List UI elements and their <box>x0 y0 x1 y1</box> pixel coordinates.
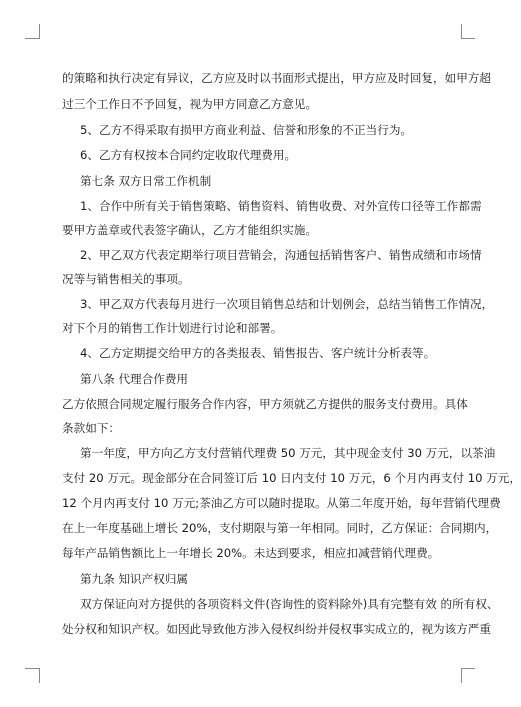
text-line: 支付 20 万元。现金部分在合同签订后 10 日内支付 10 万元，6 个月内再支付 10 万元， <box>62 471 521 485</box>
section-heading: 第八条 代理合作费用 <box>80 372 189 386</box>
crop-mark-top-right <box>461 38 475 39</box>
text-line: 对下个月的销售工作计划进行讨论和部署。 <box>62 321 283 335</box>
text-line: 5、乙方不得采取有损甲方商业利益、信誉和形象的不正当行为。 <box>80 123 413 137</box>
text-line: 1、合作中所有关于销售策略、销售资料、销售收费、对外宣传口径等工作都需 <box>80 199 482 213</box>
text-line: 过三个工作日不予回复，视为甲方同意乙方意见。 <box>62 97 318 111</box>
crop-mark-bottom-right-v <box>461 668 462 683</box>
text-line: 在上一年度基础上增长 20%，支付期限与第一年相同。同时，乙方保证：合同期内， <box>62 521 498 535</box>
crop-mark-bottom-left-v <box>39 668 40 683</box>
crop-mark-top-left-v <box>39 24 40 39</box>
text-line: 6、乙方有权按本合同约定收取代理费用。 <box>80 148 297 162</box>
section-heading: 第九条 知识产权归属 <box>80 572 189 586</box>
text-line: 12 个月内再支付 10 万元;茶油乙方可以随时提取。从第二年度开始，每年营销代理费 <box>62 496 501 510</box>
text-line: 的策略和执行决定有异议，乙方应及时以书面形式提出，甲方应及时回复，如甲方超 <box>62 71 491 85</box>
text-line: 4、乙方定期提交给甲方的各类报表、销售报告、客户统计分析表等。 <box>80 346 436 360</box>
crop-mark-top-left <box>25 38 39 39</box>
text-line: 2、甲乙双方代表定期举行项目营销会，沟通包括销售客户、销售成绩和市场情 <box>80 248 482 262</box>
text-line: 处分权和知识产权。如因此导致他方涉入侵权纠纷并侵权事实成立的，视为该方严重 <box>62 622 491 636</box>
crop-mark-bottom-right <box>461 668 475 669</box>
text-line: 每年产品销售额比上一年增长 20%。未达到要求，相应扣减营销代理费。 <box>62 546 440 560</box>
text-line: 况等与销售相关的事项。 <box>62 272 190 286</box>
text-line: 第一年度，甲方向乙方支付营销代理费 50 万元，其中现金支付 30 万元，以茶油 <box>80 446 496 460</box>
text-line: 乙方依照合同规定履行服务合作内容，甲方须就乙方提供的服务支付费用。具体 <box>62 397 468 411</box>
crop-mark-bottom-left <box>25 668 39 669</box>
text-line: 条款如下： <box>62 421 120 435</box>
section-heading: 第七条 双方日常工作机制 <box>80 174 212 188</box>
crop-mark-top-right-v <box>461 24 462 39</box>
text-line: 要甲方盖章或代表签字确认，乙方才能组织实施。 <box>62 223 318 237</box>
text-line: 3、甲乙双方代表每月进行一次项目销售总结和计划例会，总结当销售工作情况， <box>80 297 494 311</box>
text-line: 双方保证向对方提供的各项资料文件(咨询性的资料除外)具有完整有效 的所有权、 <box>80 597 499 611</box>
